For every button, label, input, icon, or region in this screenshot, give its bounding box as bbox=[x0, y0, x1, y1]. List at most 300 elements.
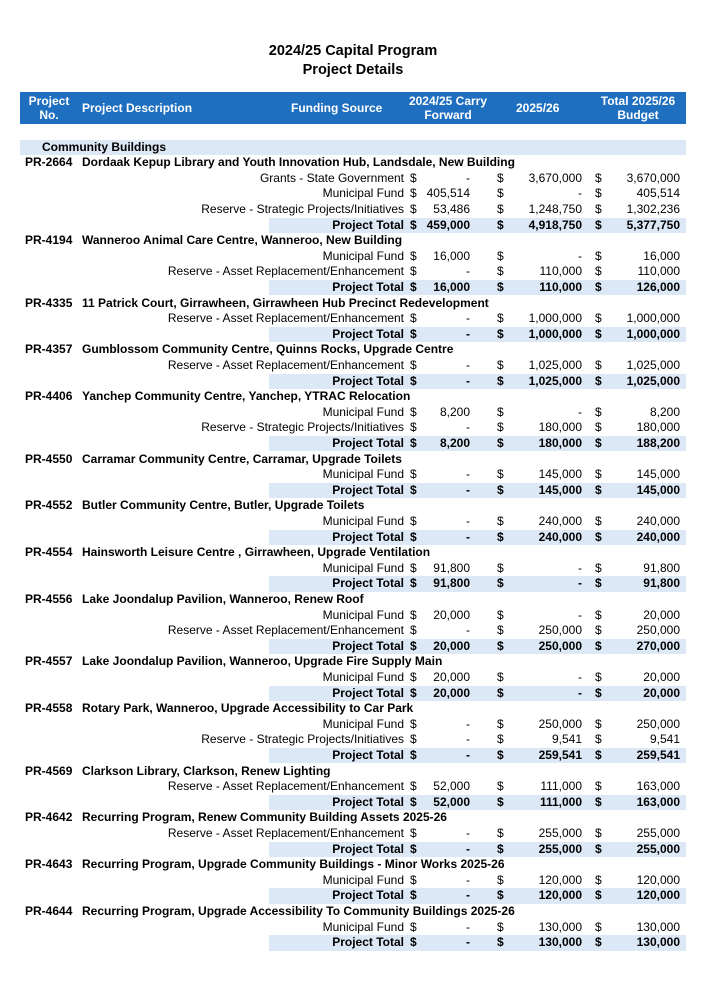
funding-line-row bbox=[20, 405, 686, 421]
funding-source: Municipal Fund bbox=[322, 872, 404, 887]
currency-symbol: $ bbox=[595, 576, 602, 591]
project-id: PR-4406 bbox=[25, 389, 73, 404]
funding-line-row bbox=[20, 623, 686, 639]
currency-symbol: $ bbox=[595, 919, 602, 934]
total-value: 255,000 bbox=[636, 825, 680, 840]
carry-forward-value: - bbox=[466, 170, 470, 185]
currency-symbol: $ bbox=[497, 170, 504, 185]
project-total-row bbox=[20, 436, 686, 452]
funding-source: Reserve - Asset Replacement/Enhancement bbox=[167, 623, 404, 638]
currency-symbol: $ bbox=[595, 685, 602, 700]
currency-symbol: $ bbox=[595, 935, 602, 950]
project-total-label: Project Total bbox=[332, 638, 404, 653]
currency-symbol: $ bbox=[410, 311, 417, 326]
currency-symbol: $ bbox=[497, 435, 504, 450]
carry-forward-value: - bbox=[466, 935, 470, 950]
project-total-row bbox=[20, 280, 686, 296]
year-value: 1,000,000 bbox=[528, 311, 582, 326]
header-carry-forward: 2024/25 Carry Forward bbox=[408, 94, 488, 122]
currency-symbol: $ bbox=[595, 482, 602, 497]
total-value: 163,000 bbox=[636, 779, 680, 794]
currency-symbol: $ bbox=[595, 311, 602, 326]
year-value: - bbox=[578, 576, 582, 591]
project-description: Hainsworth Leisure Centre , Girrawheen, Upgrade Ventilation bbox=[82, 545, 431, 560]
funding-line-row bbox=[20, 779, 686, 795]
project-id: PR-4642 bbox=[25, 810, 73, 825]
currency-symbol: $ bbox=[410, 357, 417, 372]
project-description: Yanchep Community Centre, Yanchep, YTRAC Relocation bbox=[82, 389, 411, 404]
year-value: 145,000 bbox=[538, 467, 582, 482]
currency-symbol: $ bbox=[497, 513, 504, 528]
currency-symbol: $ bbox=[410, 248, 417, 263]
currency-symbol: $ bbox=[595, 217, 602, 232]
currency-symbol: $ bbox=[497, 311, 504, 326]
currency-symbol: $ bbox=[497, 638, 504, 653]
funding-line-row bbox=[20, 561, 686, 577]
funding-source: Reserve - Strategic Projects/Initiatives bbox=[201, 201, 404, 216]
funding-line-row bbox=[20, 608, 686, 624]
year-value: 3,670,000 bbox=[528, 170, 582, 185]
project-total-row bbox=[20, 218, 686, 234]
header-year: 2025/26 bbox=[516, 101, 560, 115]
carry-forward-value: 8,200 bbox=[439, 435, 470, 450]
project-total-label: Project Total bbox=[332, 326, 404, 341]
currency-symbol: $ bbox=[595, 201, 602, 216]
year-value: - bbox=[578, 685, 582, 700]
project-total-row bbox=[20, 639, 686, 655]
currency-symbol: $ bbox=[497, 264, 504, 279]
project-header-row bbox=[20, 342, 686, 358]
project-id: PR-4554 bbox=[25, 545, 73, 560]
project-header-row bbox=[20, 296, 686, 312]
project-total-label: Project Total bbox=[332, 794, 404, 809]
currency-symbol: $ bbox=[497, 326, 504, 341]
project-total-row bbox=[20, 888, 686, 904]
carry-forward-value: - bbox=[466, 747, 470, 762]
currency-symbol: $ bbox=[410, 217, 417, 232]
funding-source: Municipal Fund bbox=[322, 919, 404, 934]
currency-symbol: $ bbox=[497, 357, 504, 372]
currency-symbol: $ bbox=[595, 420, 602, 435]
currency-symbol: $ bbox=[410, 935, 417, 950]
project-id: PR-4643 bbox=[25, 857, 73, 872]
currency-symbol: $ bbox=[595, 513, 602, 528]
header-funding-source: Funding Source bbox=[291, 101, 383, 115]
project-total-label: Project Total bbox=[332, 529, 404, 544]
carry-forward-value: 53,486 bbox=[433, 201, 470, 216]
currency-symbol: $ bbox=[497, 201, 504, 216]
currency-symbol: $ bbox=[497, 794, 504, 809]
year-value: 110,000 bbox=[539, 279, 582, 294]
project-header-row bbox=[20, 452, 686, 468]
carry-forward-value: 20,000 bbox=[433, 638, 470, 653]
carry-forward-value: 91,800 bbox=[433, 576, 470, 591]
total-value: 180,000 bbox=[636, 420, 680, 435]
currency-symbol: $ bbox=[497, 716, 504, 731]
funding-line-row bbox=[20, 202, 686, 218]
carry-forward-value: - bbox=[466, 623, 470, 638]
carry-forward-value: - bbox=[466, 311, 470, 326]
total-value: 259,541 bbox=[636, 747, 680, 762]
year-value: 9,541 bbox=[551, 732, 582, 747]
year-value: 145,000 bbox=[538, 482, 582, 497]
total-value: 405,514 bbox=[636, 186, 680, 201]
project-total-row bbox=[20, 795, 686, 811]
carry-forward-value: - bbox=[466, 716, 470, 731]
currency-symbol: $ bbox=[410, 732, 417, 747]
year-value: 1,000,000 bbox=[528, 326, 582, 341]
total-value: 126,000 bbox=[636, 279, 680, 294]
currency-symbol: $ bbox=[595, 560, 602, 575]
currency-symbol: $ bbox=[497, 467, 504, 482]
currency-symbol: $ bbox=[497, 779, 504, 794]
carry-forward-value: 16,000 bbox=[433, 279, 470, 294]
year-value: 240,000 bbox=[538, 529, 582, 544]
funding-line-row bbox=[20, 420, 686, 436]
currency-symbol: $ bbox=[595, 170, 602, 185]
funding-line-row bbox=[20, 171, 686, 187]
page-title: 2024/25 Capital Program bbox=[268, 43, 438, 59]
currency-symbol: $ bbox=[410, 482, 417, 497]
project-id: PR-4194 bbox=[25, 233, 73, 248]
project-total-label: Project Total bbox=[332, 841, 404, 856]
project-total-row bbox=[20, 842, 686, 858]
project-total-row bbox=[20, 748, 686, 764]
currency-symbol: $ bbox=[410, 716, 417, 731]
project-description: Wanneroo Animal Care Centre, Wanneroo, New Building bbox=[82, 233, 403, 248]
total-value: 250,000 bbox=[636, 716, 680, 731]
currency-symbol: $ bbox=[595, 404, 602, 419]
project-description: Recurring Program, Renew Community Building Assets 2025-26 bbox=[82, 810, 447, 825]
carry-forward-value: 20,000 bbox=[433, 669, 470, 684]
funding-source: Reserve - Asset Replacement/Enhancement bbox=[167, 357, 404, 372]
year-value: 120,000 bbox=[538, 888, 582, 903]
project-description: Gumblossom Community Centre, Quinns Rocks, Upgrade Centre bbox=[82, 342, 454, 357]
carry-forward-value: - bbox=[466, 467, 470, 482]
currency-symbol: $ bbox=[410, 264, 417, 279]
year-value: - bbox=[578, 607, 582, 622]
total-value: 120,000 bbox=[636, 888, 680, 903]
total-value: 1,000,000 bbox=[626, 326, 680, 341]
carry-forward-value: - bbox=[466, 888, 470, 903]
total-value: 20,000 bbox=[643, 669, 680, 684]
currency-symbol: $ bbox=[410, 747, 417, 762]
currency-symbol: $ bbox=[410, 919, 417, 934]
currency-symbol: $ bbox=[595, 779, 602, 794]
section-row bbox=[20, 140, 686, 156]
currency-symbol: $ bbox=[410, 513, 417, 528]
total-value: 188,200 bbox=[636, 435, 680, 450]
carry-forward-value: - bbox=[466, 513, 470, 528]
currency-symbol: $ bbox=[497, 732, 504, 747]
project-total-label: Project Total bbox=[332, 217, 404, 232]
year-value: 120,000 bbox=[538, 872, 582, 887]
currency-symbol: $ bbox=[595, 872, 602, 887]
project-total-label: Project Total bbox=[332, 888, 404, 903]
carry-forward-value: 16,000 bbox=[433, 248, 470, 263]
currency-symbol: $ bbox=[497, 607, 504, 622]
currency-symbol: $ bbox=[497, 919, 504, 934]
currency-symbol: $ bbox=[410, 279, 417, 294]
currency-symbol: $ bbox=[595, 357, 602, 372]
funding-source: Municipal Fund bbox=[322, 248, 404, 263]
currency-symbol: $ bbox=[497, 217, 504, 232]
project-total-row bbox=[20, 483, 686, 499]
funding-line-row bbox=[20, 358, 686, 374]
total-value: 120,000 bbox=[636, 872, 680, 887]
header-total: Total 2025/26 Budget bbox=[600, 94, 676, 122]
funding-source: Reserve - Strategic Projects/Initiatives bbox=[201, 420, 404, 435]
funding-line-row bbox=[20, 514, 686, 530]
currency-symbol: $ bbox=[410, 825, 417, 840]
funding-line-row bbox=[20, 920, 686, 936]
project-description: Lake Joondalup Pavilion, Wanneroo, Renew Roof bbox=[82, 591, 364, 606]
currency-symbol: $ bbox=[497, 560, 504, 575]
carry-forward-value: - bbox=[466, 420, 470, 435]
carry-forward-value: 20,000 bbox=[433, 607, 470, 622]
currency-symbol: $ bbox=[497, 482, 504, 497]
currency-symbol: $ bbox=[410, 420, 417, 435]
project-total-row bbox=[20, 576, 686, 592]
total-value: 1,025,000 bbox=[626, 357, 680, 372]
carry-forward-value: - bbox=[466, 841, 470, 856]
funding-source: Grants - State Government bbox=[259, 170, 404, 185]
funding-source: Municipal Fund bbox=[322, 186, 404, 201]
currency-symbol: $ bbox=[595, 669, 602, 684]
currency-symbol: $ bbox=[410, 201, 417, 216]
project-description: Lake Joondalup Pavilion, Wanneroo, Upgrade Fire Supply Main bbox=[82, 654, 443, 669]
currency-symbol: $ bbox=[497, 576, 504, 591]
project-description: Dordaak Kepup Library and Youth Innovation Hub, Landsdale, New Building bbox=[82, 155, 515, 170]
currency-symbol: $ bbox=[595, 279, 602, 294]
project-description: Rotary Park, Wanneroo, Upgrade Accessibility to Car Park bbox=[82, 701, 414, 716]
currency-symbol: $ bbox=[595, 794, 602, 809]
funding-line-row bbox=[20, 264, 686, 280]
currency-symbol: $ bbox=[497, 373, 504, 388]
year-value: 180,000 bbox=[538, 420, 582, 435]
project-id: PR-4335 bbox=[25, 295, 73, 310]
carry-forward-value: - bbox=[466, 264, 470, 279]
year-value: 111,000 bbox=[539, 794, 582, 809]
year-value: 4,918,750 bbox=[528, 217, 582, 232]
project-total-row bbox=[20, 935, 686, 951]
carry-forward-value: - bbox=[466, 357, 470, 372]
total-value: 145,000 bbox=[636, 482, 680, 497]
total-value: 270,000 bbox=[636, 638, 680, 653]
funding-source: Municipal Fund bbox=[322, 669, 404, 684]
currency-symbol: $ bbox=[595, 825, 602, 840]
total-value: 1,000,000 bbox=[626, 311, 680, 326]
total-value: 91,800 bbox=[643, 560, 680, 575]
carry-forward-value: 8,200 bbox=[439, 404, 470, 419]
currency-symbol: $ bbox=[595, 716, 602, 731]
year-value: 1,248,750 bbox=[528, 201, 582, 216]
currency-symbol: $ bbox=[595, 607, 602, 622]
currency-symbol: $ bbox=[497, 888, 504, 903]
project-total-label: Project Total bbox=[332, 576, 404, 591]
currency-symbol: $ bbox=[410, 186, 417, 201]
funding-source: Municipal Fund bbox=[322, 467, 404, 482]
currency-symbol: $ bbox=[410, 841, 417, 856]
total-value: 20,000 bbox=[643, 607, 680, 622]
funding-line-row bbox=[20, 717, 686, 733]
currency-symbol: $ bbox=[410, 669, 417, 684]
project-total-row bbox=[20, 530, 686, 546]
year-value: - bbox=[578, 560, 582, 575]
funding-source: Reserve - Asset Replacement/Enhancement bbox=[167, 779, 404, 794]
project-id: PR-4644 bbox=[25, 903, 73, 918]
currency-symbol: $ bbox=[410, 872, 417, 887]
currency-symbol: $ bbox=[595, 326, 602, 341]
project-id: PR-4550 bbox=[25, 451, 73, 466]
total-value: 163,000 bbox=[636, 794, 680, 809]
project-id: PR-4557 bbox=[25, 654, 73, 669]
funding-source: Reserve - Asset Replacement/Enhancement bbox=[167, 825, 404, 840]
year-value: - bbox=[578, 404, 582, 419]
year-value: 130,000 bbox=[538, 935, 582, 950]
total-value: 250,000 bbox=[636, 623, 680, 638]
project-total-label: Project Total bbox=[332, 685, 404, 700]
currency-symbol: $ bbox=[595, 638, 602, 653]
project-total-row bbox=[20, 686, 686, 702]
funding-source: Municipal Fund bbox=[322, 513, 404, 528]
total-value: 3,670,000 bbox=[626, 170, 680, 185]
total-value: 8,200 bbox=[649, 404, 680, 419]
project-description: Carramar Community Centre, Carramar, Upgrade Toilets bbox=[82, 451, 402, 466]
funding-line-row bbox=[20, 249, 686, 265]
currency-symbol: $ bbox=[595, 435, 602, 450]
project-header-row bbox=[20, 545, 686, 561]
project-description: Clarkson Library, Clarkson, Renew Lighting bbox=[82, 763, 331, 778]
year-value: 110,000 bbox=[539, 264, 582, 279]
project-header-row bbox=[20, 764, 686, 780]
carry-forward-value: 20,000 bbox=[433, 685, 470, 700]
currency-symbol: $ bbox=[410, 794, 417, 809]
currency-symbol: $ bbox=[595, 373, 602, 388]
funding-line-row bbox=[20, 311, 686, 327]
currency-symbol: $ bbox=[497, 279, 504, 294]
funding-source: Reserve - Asset Replacement/Enhancement bbox=[167, 264, 404, 279]
project-id: PR-4357 bbox=[25, 342, 73, 357]
funding-source: Municipal Fund bbox=[322, 560, 404, 575]
currency-symbol: $ bbox=[595, 529, 602, 544]
currency-symbol: $ bbox=[410, 373, 417, 388]
project-id: PR-4569 bbox=[25, 763, 73, 778]
currency-symbol: $ bbox=[410, 888, 417, 903]
year-value: 1,025,000 bbox=[528, 373, 582, 388]
carry-forward-value: 52,000 bbox=[433, 794, 470, 809]
total-value: 16,000 bbox=[643, 248, 680, 263]
currency-symbol: $ bbox=[497, 623, 504, 638]
currency-symbol: $ bbox=[497, 935, 504, 950]
project-header-row bbox=[20, 654, 686, 670]
currency-symbol: $ bbox=[410, 638, 417, 653]
funding-line-row bbox=[20, 670, 686, 686]
project-header-row bbox=[20, 592, 686, 608]
carry-forward-value: - bbox=[466, 326, 470, 341]
carry-forward-value: - bbox=[466, 872, 470, 887]
project-description: Recurring Program, Upgrade Community Buildings - Minor Works 2025-26 bbox=[82, 857, 505, 872]
project-total-label: Project Total bbox=[332, 747, 404, 762]
currency-symbol: $ bbox=[497, 685, 504, 700]
currency-symbol: $ bbox=[410, 170, 417, 185]
carry-forward-value: - bbox=[466, 482, 470, 497]
year-value: 111,000 bbox=[540, 779, 582, 794]
currency-symbol: $ bbox=[497, 872, 504, 887]
currency-symbol: $ bbox=[595, 623, 602, 638]
currency-symbol: $ bbox=[410, 326, 417, 341]
year-value: 250,000 bbox=[538, 623, 582, 638]
currency-symbol: $ bbox=[497, 529, 504, 544]
currency-symbol: $ bbox=[497, 404, 504, 419]
year-value: 1,025,000 bbox=[528, 357, 582, 372]
currency-symbol: $ bbox=[410, 404, 417, 419]
currency-symbol: $ bbox=[595, 841, 602, 856]
carry-forward-value: - bbox=[466, 529, 470, 544]
project-id: PR-4552 bbox=[25, 498, 73, 513]
total-value: 130,000 bbox=[636, 919, 680, 934]
year-value: 130,000 bbox=[538, 919, 582, 934]
project-total-label: Project Total bbox=[332, 435, 404, 450]
project-description: Butler Community Centre, Butler, Upgrade Toilets bbox=[82, 498, 365, 513]
page-subtitle: Project Details bbox=[302, 62, 404, 78]
funding-line-row bbox=[20, 467, 686, 483]
funding-source: Municipal Fund bbox=[322, 607, 404, 622]
currency-symbol: $ bbox=[410, 529, 417, 544]
currency-symbol: $ bbox=[497, 841, 504, 856]
currency-symbol: $ bbox=[497, 825, 504, 840]
project-header-row bbox=[20, 904, 686, 920]
year-value: - bbox=[578, 669, 582, 684]
project-total-row bbox=[20, 374, 686, 390]
project-description: Recurring Program, Upgrade Accessibility To Community Buildings 2025-26 bbox=[82, 903, 515, 918]
total-value: 5,377,750 bbox=[626, 217, 680, 232]
total-value: 130,000 bbox=[636, 935, 680, 950]
funding-source: Reserve - Asset Replacement/Enhancement bbox=[167, 311, 404, 326]
project-total-row bbox=[20, 327, 686, 343]
funding-source: Municipal Fund bbox=[322, 404, 404, 419]
project-header-row bbox=[20, 389, 686, 405]
project-id: PR-4558 bbox=[25, 701, 73, 716]
carry-forward-value: 91,800 bbox=[433, 560, 470, 575]
total-value: 1,025,000 bbox=[626, 373, 680, 388]
table-header bbox=[20, 92, 686, 124]
currency-symbol: $ bbox=[410, 576, 417, 591]
total-value: 110,000 bbox=[637, 264, 680, 279]
funding-line-row bbox=[20, 186, 686, 202]
header-description: Project Description bbox=[82, 101, 193, 115]
funding-line-row bbox=[20, 873, 686, 889]
project-description: 11 Patrick Court, Girrawheen, Girrawheen Hub Precinct Redevelopment bbox=[82, 295, 489, 310]
year-value: - bbox=[578, 248, 582, 263]
project-total-label: Project Total bbox=[332, 373, 404, 388]
carry-forward-value: 405,514 bbox=[426, 186, 470, 201]
total-value: 240,000 bbox=[636, 529, 680, 544]
project-id: PR-2664 bbox=[25, 155, 73, 170]
currency-symbol: $ bbox=[497, 420, 504, 435]
header-project-no: Project No. bbox=[28, 94, 70, 122]
project-id: PR-4556 bbox=[25, 591, 73, 606]
year-value: 240,000 bbox=[538, 513, 582, 528]
carry-forward-value: 52,000 bbox=[433, 779, 470, 794]
currency-symbol: $ bbox=[595, 888, 602, 903]
total-value: 255,000 bbox=[636, 841, 680, 856]
project-header-row bbox=[20, 498, 686, 514]
funding-source: Municipal Fund bbox=[322, 716, 404, 731]
year-value: - bbox=[578, 186, 582, 201]
currency-symbol: $ bbox=[595, 467, 602, 482]
carry-forward-value: - bbox=[466, 732, 470, 747]
